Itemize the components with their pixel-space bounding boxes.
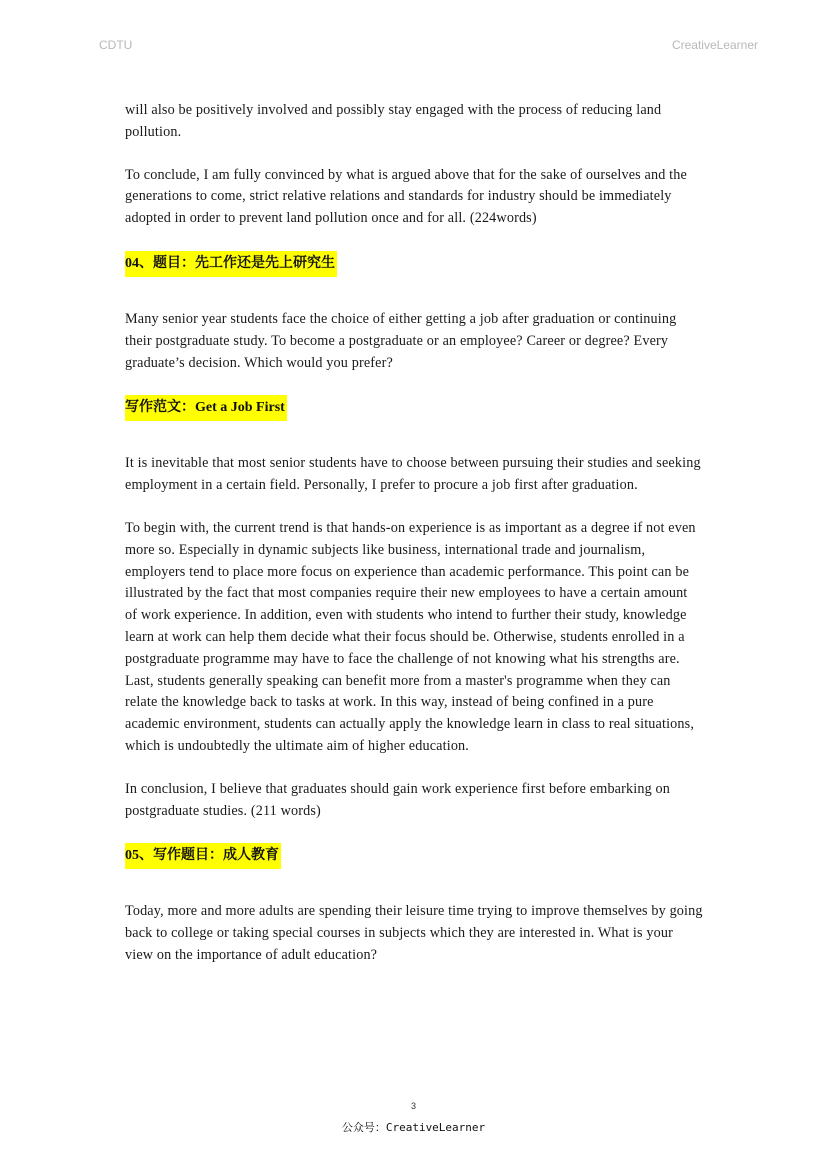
paragraph: Many senior year students face the choice of either getting a job after graduation or continuing their postgraduate study. To become a postgraduate or an employee? Career or degree? Every graduate’s decision. Which would you prefer? (125, 310, 677, 371)
section-heading-04: 04、题目：先工作还是先上研究生 (125, 251, 337, 277)
section-heading-wrapper (125, 395, 703, 421)
header-right-label: CreativeLearner (671, 38, 758, 52)
paragraph: It is inevitable that most senior students have to choose between pursuing their studies and seeking employment in a certain field. Personally, I prefer to procure a job first after graduation. (125, 455, 701, 494)
sample-essay-heading: 写作范文：Get a Job First (125, 395, 287, 421)
paragraph: To begin with, the current trend is that hands-on experience is as important as a degree if not even more so. Especially in dynamic subjects like business, international trade and journalism, employers tend to place more focus on experience than academic performance. This point can be illustrated by the fact that most companies require their new employees to have a certain amount of work experience. In addition, even with students who intend to further their study, knowledge learn at work can help them decide what their focus should be. Otherwise, students enrolled in a postgraduate programme may have to face the challenge of not knowing what his strengths are. Last, students generally speaking can benefit more from a master's programme when they can relate the knowledge back to tasks at work. In this way, instead of being confined in a pure academic environment, students can actually apply the knowledge learn in class to real situations, which is undoubtedly the ultimate aim of higher education. (125, 519, 696, 754)
header-left-label: CDTU (99, 38, 133, 52)
page-number: 3 (410, 1101, 416, 1111)
document-body (125, 100, 703, 988)
section-heading-05: 05、写作题目：成人教育 (125, 843, 281, 869)
paragraph: will also be positively involved and possibly stay engaged with the process of reducing land pollution. (125, 102, 662, 140)
paragraph: To conclude, I am fully convinced by what is argued above that for the sake of ourselves and the generations to come, strict relative relations and standards for industry should be immediately adopted in order to prevent land pollution once and for all. (224words) (125, 166, 687, 227)
paragraph: In conclusion, I believe that graduates should gain work experience first before embarking on postgraduate studies. (211 words) (125, 780, 671, 819)
section-heading-wrapper (125, 251, 703, 277)
footer-brand: 公众号：CreativeLearner (341, 1121, 486, 1134)
paragraph: Today, more and more adults are spending their leisure time trying to improve themselves by going back to college or taking special courses in subjects which they are interested in. What is your view on the importance of adult education? (125, 903, 703, 963)
section-heading-wrapper (125, 843, 703, 869)
